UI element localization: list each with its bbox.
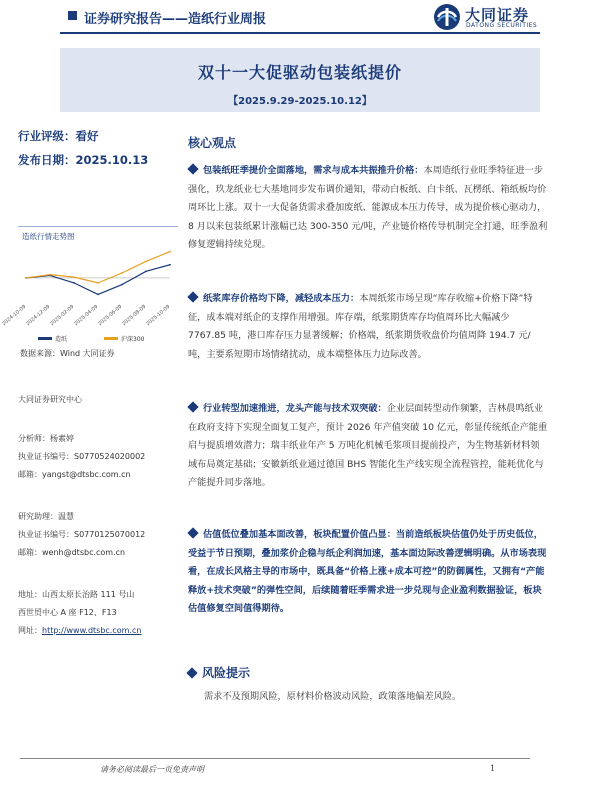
assistant-cert: 执业证书编号：S0770125070012	[18, 530, 146, 539]
chart-point-0-2	[73, 282, 75, 284]
legend-label-1: 沪深300	[121, 336, 145, 343]
point-1-text: 本周造纸行业旺季特征进一步强化，玖龙纸业七大基地同步发布调价通知，带动白板纸、白卡纸、瓦楞纸、箱纸板均价周环比上涨。双十一大促备货需求叠加废纸、能源成本压力传导，成为提价核心驱动力，8 月以来包装纸累计涨幅已达 300-350 元/吨，产业链价格传导机制完全打通，旺季盈利修复逻辑持续兑现。	[188, 165, 548, 250]
legend-label-0: 造纸	[55, 336, 68, 343]
assistant-block	[18, 508, 188, 562]
address-block	[18, 586, 188, 640]
address-line-1: 地址：山西太原长治路 111 号山	[18, 590, 135, 599]
point-2	[188, 290, 548, 364]
industry-rating: 行业评级：看好	[18, 129, 99, 143]
footer-disclaimer: 请务必阅读最后一页免责声明	[100, 765, 204, 774]
point-4-text: 估值低位叠加基本面改善，板块配置价值凸显：当前造纸板块估值仍处于历史低位，受益于节日预期，叠加浆价企稳与纸企利润加速，基本面边际改善逻辑明确。从市场表现看，在成长风格主导的市场中，既具备“价格上涨+成本可控”的防御属性，又拥有“产能释放+技术突破”的弹性空间，后续随着旺季需求进一步兑现与企业盈利数据验证，板块估值修复空间值得期待。	[188, 529, 547, 614]
point-4	[188, 526, 548, 619]
bullet-diamond-icon	[187, 527, 198, 538]
chart-x-tick-6: 2025-10-09	[145, 303, 172, 328]
point-3-text: 企业层面转型动作频繁，吉林晨鸣纸业在政府支持下实现全面复工复产，预计 2026 年产值突破 10 亿元，彰显传统纸企产能重启与提质增效潜力；瑞丰纸业年产 5 万吨化机械毛浆项目提前投产，为生物基新材料领域布局奠定基础；安徽新纸业通过德国 BHS 智能化生产线实现全流程管控，能耗优化与产能提升同步落地。	[188, 403, 548, 488]
header-square-icon	[68, 11, 77, 20]
point-3	[188, 400, 548, 493]
point-1-lead: 包装纸旺季提价全面落地，需求与成本共振推升价格：	[203, 165, 424, 176]
point-1	[188, 162, 548, 255]
chart-x-tick-5: 2025-08-09	[121, 303, 148, 328]
report-period: 【2025.9.29-2025.10.12】	[228, 96, 372, 107]
bullet-diamond-icon	[187, 163, 198, 174]
analyst-cert: 执业证书编号：S0770524020002	[18, 452, 146, 461]
chart-point-1-0	[25, 277, 27, 279]
core-title	[188, 134, 236, 151]
chart-x-tick-2: 2025-02-09	[49, 303, 76, 328]
page-number: 1	[490, 764, 496, 773]
analyst-block	[18, 430, 188, 484]
logo-mark-icon	[432, 2, 462, 32]
chart-source: 数据来源：Wind 大同证券	[20, 349, 115, 358]
report-title: 双十一大促驱动包装纸提价	[197, 63, 402, 82]
website-link[interactable]: http://www.dtsbc.com.cn	[42, 626, 142, 635]
logo-cn: 大同证券	[465, 6, 530, 24]
company-logo	[432, 2, 552, 32]
risk-title	[188, 664, 250, 681]
chart-x-tick-0: 2024-10-09	[1, 303, 28, 328]
chart-x-tick-1: 2024-12-09	[25, 303, 52, 328]
footer-rule	[20, 758, 530, 759]
chart-point-1-1	[49, 274, 51, 276]
chart-point-0-3	[97, 294, 99, 296]
trend-chart	[1, 226, 178, 360]
chart-svg	[1, 241, 178, 351]
assistant-name: 研究助理：温慧	[18, 512, 74, 521]
risk-text: 需求不及预期风险，原材料价格波动风险，政策落地偏差风险。	[204, 691, 462, 702]
risk-title-text: 风险提示	[202, 666, 251, 680]
header-title: 证券研究报告——造纸行业周报	[84, 12, 267, 27]
point-2-lead: 纸浆库存价格均下降，减轻成本压力：	[203, 293, 360, 304]
legend-swatch-1	[104, 337, 118, 340]
chart-point-1-4	[121, 272, 123, 274]
title-banner	[60, 48, 540, 112]
chart-point-0-5	[145, 270, 147, 272]
chart-point-1-2	[73, 276, 75, 278]
bullet-diamond-icon	[187, 291, 198, 302]
point-2-text: 本周纸浆市场呈现“库存收缩+价格下降”特征，成本端对纸企的支撑作用增强。库存端，纸浆期货库存均值周环比大幅减少 7767.85 吨，港口库存压力显著缓解；价格端，纸浆期货收盘价均值周降 194.7 元/吨，主要系短期市场情绪扰动，成本端整体压力边际改善。	[188, 293, 533, 360]
chart-x-tick-4: 2025-06-09	[97, 303, 124, 328]
analyst-email: 邮箱：yangst@dtsbc.com.cn	[18, 470, 131, 479]
risk-diamond-icon	[186, 667, 197, 678]
chart-series-0	[26, 265, 170, 295]
website-line	[18, 622, 188, 640]
chart-x-tick-3: 2025-04-09	[73, 303, 100, 328]
website-label: 网址：	[18, 626, 42, 635]
legend-swatch-0	[38, 337, 52, 340]
chart-point-0-6	[169, 264, 171, 266]
chart-point-1-5	[145, 261, 147, 263]
chart-point-0-4	[121, 284, 123, 286]
header-rule	[60, 32, 540, 34]
assistant-email: 邮箱：wenh@dtsbc.com.cn	[18, 548, 126, 557]
address-line-2: 西世贸中心 A 座 F12、F13	[18, 608, 117, 617]
publish-date: 发布日期：2025.10.13	[18, 153, 149, 167]
chart-point-1-3	[97, 282, 99, 284]
chart-point-1-6	[169, 251, 171, 253]
left-meta	[18, 128, 180, 176]
logo-en: DATONG SECURITIES	[466, 22, 538, 29]
core-title-text: 核心观点	[188, 136, 237, 150]
research-center: 大同证券研究中心	[18, 395, 82, 404]
bullet-diamond-icon	[187, 401, 198, 412]
point-3-lead: 行业转型加速推进，龙头产能与技术双突破：	[203, 403, 387, 414]
analyst-name: 分析师：杨素婷	[18, 434, 74, 443]
chart-title: 造纸行情走势图	[22, 232, 75, 241]
